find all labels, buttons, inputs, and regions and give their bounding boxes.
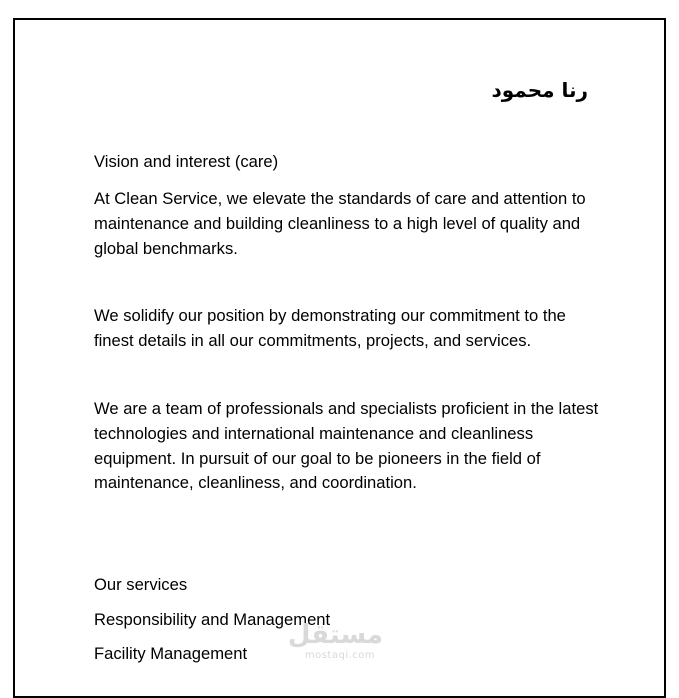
vision-paragraph-1: At Clean Service, we elevate the standards of care and attention to maintenance and building cleanliness to a high level of quality and global benchmarks.	[94, 189, 586, 258]
watermark-url: mostaqi.com	[304, 650, 376, 661]
watermark	[287, 620, 383, 672]
document-page	[13, 18, 666, 698]
watermark-logo: مستقل	[287, 620, 383, 650]
vision-paragraph-3: We are a team of professionals and specialists proficient in the latest technologies and international maintenance and cleanliness equipment. In pursuit of our goal to be pioneers in the field of maintenance, cleanliness, and coordination.	[94, 399, 599, 493]
vision-paragraph-2: We solidify our position by demonstrating our commitment to the finest details in all our commitments, projects, and services.	[94, 306, 566, 350]
service-item-1: Responsibility and Management	[94, 610, 331, 629]
author-name: رنا محمود	[491, 78, 588, 102]
services-heading: Our services	[94, 575, 188, 594]
vision-heading: Vision and interest (care)	[94, 152, 279, 171]
service-item-2: Facility Management	[94, 644, 248, 663]
